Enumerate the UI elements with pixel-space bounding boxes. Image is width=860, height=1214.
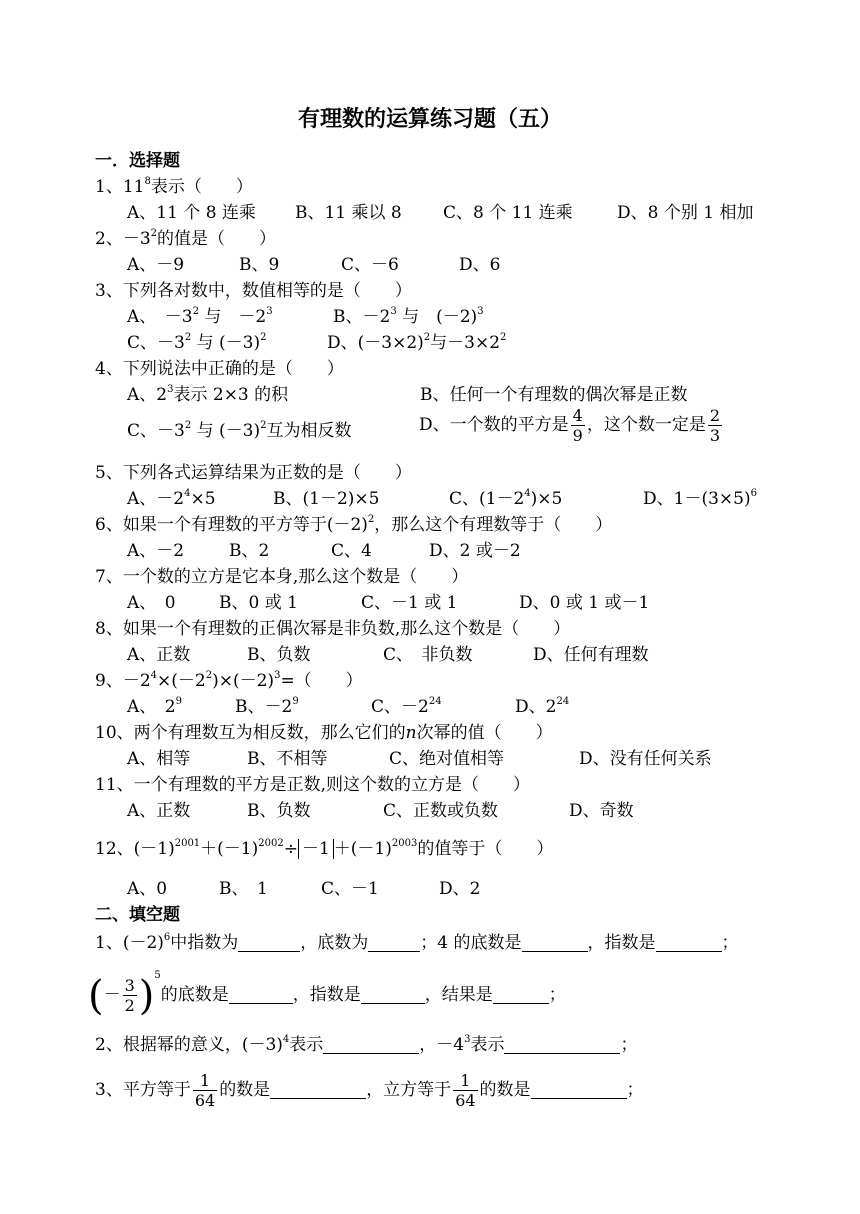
fill-question-1-line2: (－ $\frac{3}{2}$ )$^5$的底数是 ，指数是 ，结果是 ； bbox=[88, 970, 566, 1019]
answer-blank[interactable] bbox=[238, 933, 300, 952]
option-d: D、奇数 bbox=[569, 801, 634, 821]
option-a: A、 0 bbox=[127, 593, 176, 613]
answer-blank[interactable] bbox=[368, 933, 420, 952]
question-1: 1、$11^8$表示（ ） bbox=[95, 176, 253, 197]
option-b: B、(1－2)×5 bbox=[273, 489, 380, 509]
option-b: B、$-2^3$ 与 $(-2)^3$ bbox=[333, 306, 484, 327]
option-c: C、－1 bbox=[321, 879, 379, 899]
option-b: B、$-2^9$ bbox=[235, 696, 299, 717]
section-choice-heading: 一．选择题 bbox=[95, 151, 180, 171]
question-9: 9、$-2^4\times(-2^2)\times(-2)^3=$（ ） bbox=[95, 670, 363, 691]
option-b: B、9 bbox=[239, 255, 280, 275]
option-c: C、8 个 11 连乘 bbox=[443, 203, 573, 223]
option-a: A、$-2^4\times 5$ bbox=[127, 488, 216, 509]
option-a: A、相等 bbox=[127, 749, 191, 769]
answer-blank[interactable] bbox=[229, 985, 293, 1004]
option-d: D、8 个别 1 相加 bbox=[617, 203, 754, 223]
option-b: B、不相等 bbox=[247, 749, 328, 769]
question-4: 4、下列说法中正确的是（ ） bbox=[95, 359, 344, 379]
answer-blank[interactable] bbox=[656, 933, 722, 952]
option-b: B、负数 bbox=[247, 645, 311, 665]
option-c: C、$-3^2$ 与 $(-3)^2$ bbox=[127, 332, 267, 353]
question-10: 10、两个有理数互为相反数，那么它们的n次幂的值（ ） bbox=[95, 723, 553, 743]
option-d: D、$1-(3\times 5)^6$ bbox=[643, 488, 757, 509]
absolute-value: －1 bbox=[298, 839, 334, 859]
question-5: 5、下列各式运算结果为正数的是（ ） bbox=[95, 463, 412, 483]
option-b: B、任何一个有理数的偶次幂是正数 bbox=[420, 385, 688, 405]
option-c: C、－6 bbox=[341, 255, 399, 275]
answer-blank[interactable] bbox=[493, 985, 549, 1004]
option-b: B、 1 bbox=[219, 879, 268, 899]
fraction-4-9: $\frac{4}{9}$ bbox=[572, 406, 583, 445]
fill-question-1-line1: 1、$(-2)^6$中指数为 ，底数为 ；4 的底数是 ，指数是 ； bbox=[95, 932, 739, 953]
question-7: 7、一个数的立方是它本身,那么这个数是（ ） bbox=[95, 567, 469, 587]
fraction-2-3: $\frac{2}{3}$ bbox=[709, 406, 721, 445]
option-c: C、绝对值相等 bbox=[389, 749, 505, 769]
option-a: A、0 bbox=[127, 879, 168, 899]
option-d: D、$2^{24}$ bbox=[515, 696, 570, 717]
option-a: A、$2^3$表示 2×3 的积 bbox=[127, 384, 289, 405]
option-b: B、负数 bbox=[247, 801, 311, 821]
question-2: 2、$-3^2$的值是（ ） bbox=[95, 228, 277, 249]
answer-blank[interactable] bbox=[361, 985, 425, 1004]
option-d: D、一个数的平方是 $\frac{4}{9}$ ，这个数一定是 $\frac{2}{3}$ bbox=[419, 406, 721, 445]
answer-blank[interactable] bbox=[270, 1080, 366, 1099]
question-8: 8、如果一个有理数的正偶次幂是非负数,那么这个数是（ ） bbox=[95, 619, 571, 639]
option-c: C、4 bbox=[331, 541, 372, 561]
answer-blank[interactable] bbox=[504, 1035, 620, 1054]
option-c: C、$-3^2$ 与 $(-3)^2$互为相反数 bbox=[127, 420, 352, 441]
option-a: A、－9 bbox=[127, 255, 185, 275]
option-b: B、11 乘以 8 bbox=[295, 203, 402, 223]
option-b: B、2 bbox=[229, 541, 270, 561]
answer-blank[interactable] bbox=[522, 933, 588, 952]
option-a: A、正数 bbox=[127, 645, 191, 665]
fraction-1-64: $\frac{1}{64}$ bbox=[455, 1071, 476, 1110]
option-d: D、6 bbox=[459, 255, 501, 275]
page-title: 有理数的运算练习题（五） bbox=[297, 106, 562, 132]
option-a: A、 $-3^2$ 与 $-2^3$ bbox=[127, 306, 273, 327]
option-d: D、2 或－2 bbox=[429, 541, 521, 561]
option-d: D、没有任何关系 bbox=[579, 749, 712, 769]
question-6: 6、如果一个有理数的平方等于$(-2)^2$，那么这个有理数等于（ ） bbox=[95, 514, 613, 535]
section-fill-heading: 二、填空题 bbox=[95, 905, 180, 925]
fill-question-2: 2、根据幂的意义，$(-3)^4$表示 ，$-4^3$表示 ； bbox=[95, 1034, 638, 1055]
option-d: D、0 或 1 或－1 bbox=[519, 593, 650, 613]
option-a: A、正数 bbox=[127, 801, 191, 821]
option-a: A、11 个 8 连乘 bbox=[127, 203, 256, 223]
option-d: D、2 bbox=[439, 879, 481, 899]
option-c: C、正数或负数 bbox=[383, 801, 499, 821]
fraction-1-64: $\frac{1}{64}$ bbox=[194, 1071, 216, 1110]
option-d: D、$(-3\times 2)^2$与$-3\times 2^2$ bbox=[327, 332, 507, 353]
option-c: C、 非负数 bbox=[383, 645, 473, 665]
question-3: 3、下列各对数中，数值相等的是（ ） bbox=[95, 281, 412, 301]
question-12: 12、$(-1)^{2001}+(-1)^{2002}\div -1 +(-1)^{2003}$的值等于（ ） bbox=[95, 838, 554, 859]
answer-blank[interactable] bbox=[323, 1035, 419, 1054]
question-11: 11、一个有理数的平方是正数,则这个数的立方是（ ） bbox=[95, 775, 531, 795]
option-b: B、0 或 1 bbox=[219, 593, 298, 613]
option-c: C、－1 或 1 bbox=[361, 593, 458, 613]
option-c: C、$-2^{24}$ bbox=[371, 696, 442, 717]
fill-question-3: 3、平方等于 $\frac{1}{64}$ 的数是 ，立方等于 $\frac{1}{64}$ 的数是 ； bbox=[95, 1071, 644, 1110]
option-a: A、 $2^9$ bbox=[127, 696, 182, 717]
answer-blank[interactable] bbox=[531, 1080, 627, 1099]
option-c: C、$(1-2^4)\times 5$ bbox=[449, 488, 563, 509]
option-a: A、－2 bbox=[127, 541, 185, 561]
fraction-3-2: $\frac{3}{2}$ bbox=[124, 976, 135, 1015]
option-d: D、任何有理数 bbox=[533, 645, 649, 665]
